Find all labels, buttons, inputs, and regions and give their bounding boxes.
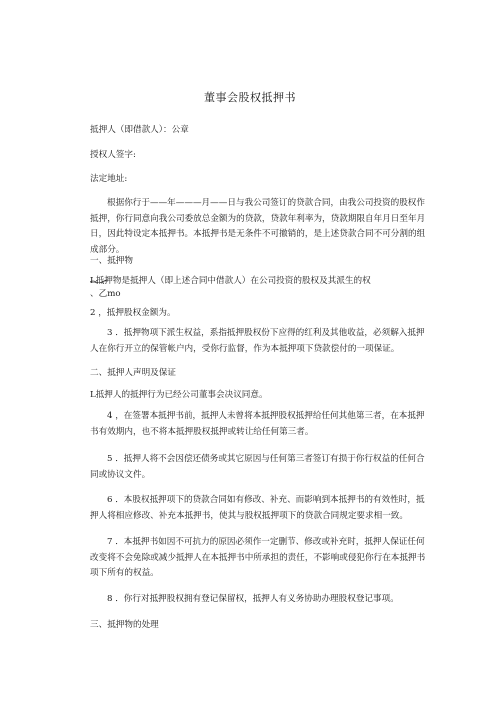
section-heading-declarations: 二、抵押人声明及保证 [90, 368, 176, 378]
legal-address-line: 法定地址: [90, 174, 128, 184]
pledgor-line: 抵押人（即借款人）：公章 [90, 125, 189, 135]
document-title: 董事会股权抵押书 [204, 91, 296, 104]
section-heading-disposal: 三、抵押物的处理 [90, 620, 159, 630]
item-1-line-1: L抵押物是抵押人（即上述合同中借款人）在公司投资的股权及其派生的权 [90, 276, 371, 286]
declaration-8: 8 ．你行对抵押股权拥有登记保留权，抵押人有义务协助办理股权登记事项。 [107, 594, 399, 604]
declaration-5: 5 ．抵押人将不会因偿还债务或其它原因与任何第三者签订有损于你行权益的任何合同或协议文件。 [90, 454, 425, 480]
declaration-7: 7 ．本抵押书如因不可抗力的原因必须作一定删节、修改或补充时，抵押人保证任何改变将不会免除或减少抵押人在本抵押书中所承担的责任，不影响或侵犯你行在本抵押书项下所有的权益。 [90, 537, 426, 578]
handwritten-mark [90, 280, 108, 283]
item-1-line-2: 、乙mo [90, 289, 121, 299]
declaration-6: 6 ．本股权抵押项下的贷款合同如有修改、补充、而影响到本抵押书的有效性时，抵押人将相应修改、补充本抵押书，使其与股权抵押项下的贷款合同规定要求相一致。 [90, 495, 425, 521]
item-2: 2 ，抵押股权金额为。 [90, 308, 176, 318]
authorized-signature-line: 授权人签字: [90, 150, 136, 160]
intro-paragraph: 根据你行于——年———月——日与我公司签订的贷款合同，由我公司投资的股权作抵押，你行同意向我公司委放总金额为的贷款，贷款年利率为，贷款期限自年月日至年月日，因此特设定本抵押书。本抵押书是无条件不可撤销的，是上述贷款合同不可分割的组成部分。 [90, 198, 426, 255]
item-3: 3 ．抵押物项下派生权益，系指抵押股权份下应得的红利及其他收益，必须解入抵押人在你行开立的保管帐户内，受你行监督，作为本抵押项下贷款偿付的一项保证。 [90, 328, 425, 354]
section-heading-collateral: 一、抵押物 [90, 256, 133, 266]
declaration-4: 4 ，在签署本抵押书前，抵押人未曾将本抵押股权抵押给任何其他第三者，在本抵押书有效期内，也不将本抵押股权抵押或转让给任何第三者。 [90, 411, 425, 437]
declaration-1: L抵押人的抵押行为已经公司董事会决议同意。 [90, 390, 268, 400]
